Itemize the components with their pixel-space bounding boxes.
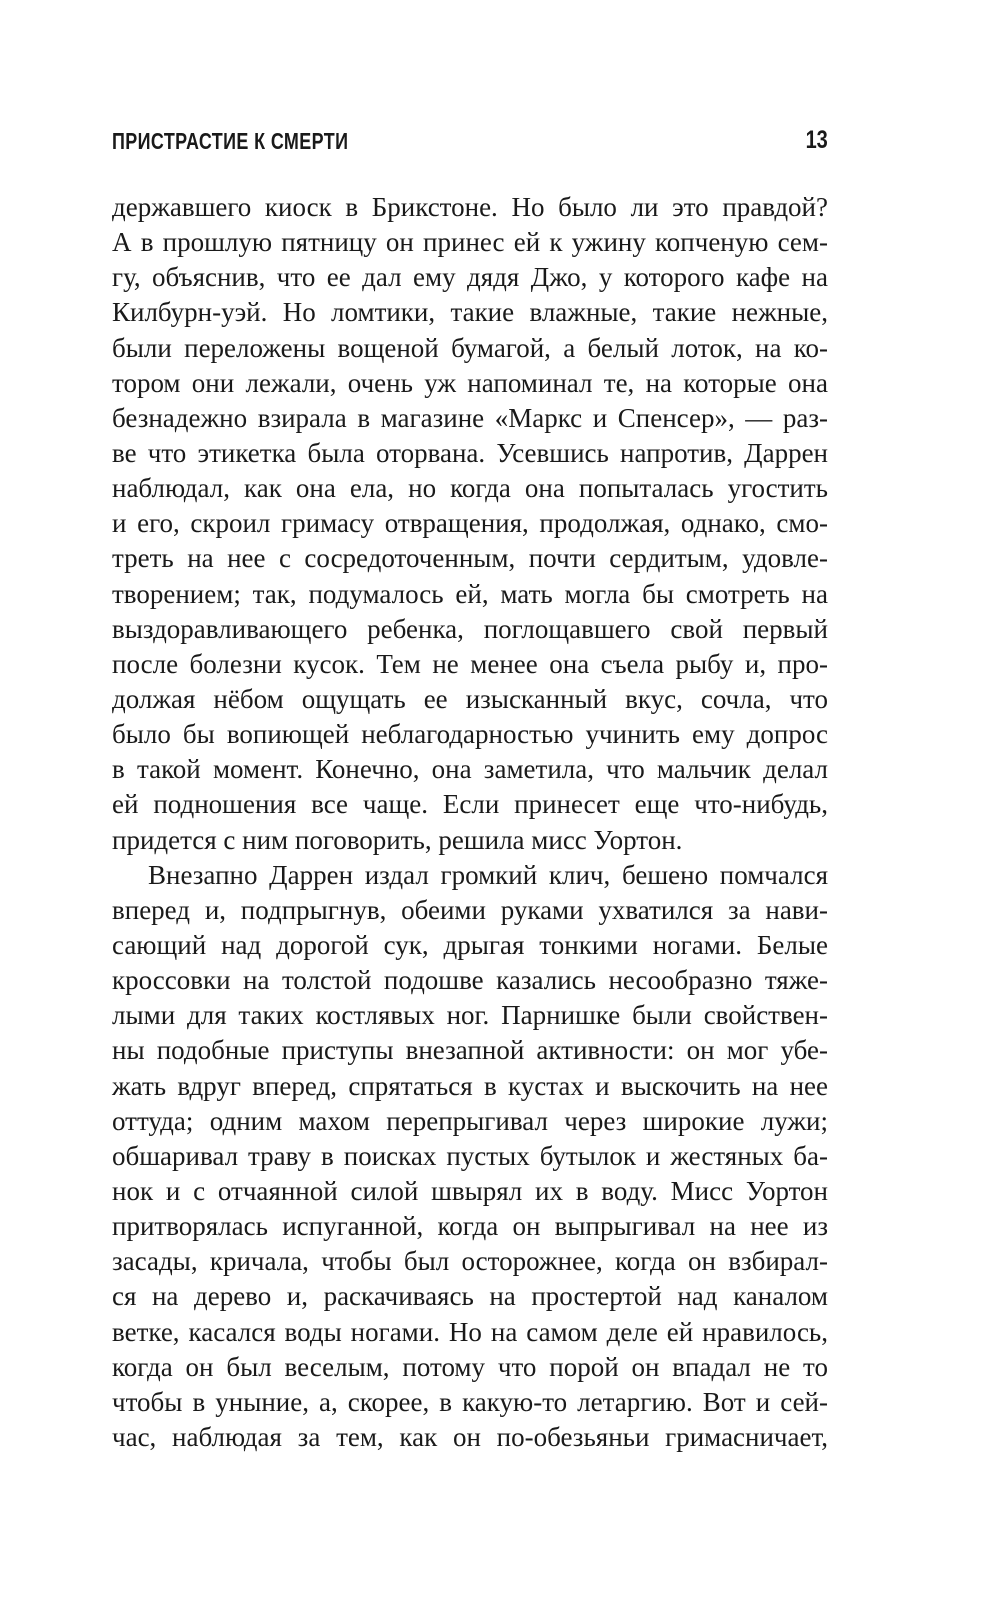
text-line: безнадежно взирала в магазине «Маркс и Спенсер», — раз-	[112, 402, 828, 433]
text-line: должая нёбом ощущать ее изысканный вкус, сочла, что	[112, 683, 828, 714]
text-line: и его, скроил гримасу отвращения, продолжая, однако, смо-	[112, 508, 828, 539]
body-text	[112, 190, 828, 1455]
text-line: лыми для таких костлявых ног. Парнишке были свойствен-	[112, 1000, 828, 1031]
running-header	[112, 124, 828, 158]
text-line: оттуда; одним махом перепрыгивал через широкие лужи;	[112, 1105, 828, 1136]
text-line: державшего киоск в Брикстоне. Но было ли это правдой?	[112, 192, 828, 222]
text-line: засады, кричала, чтобы был осторожнее, когда он взбирал-	[112, 1246, 828, 1277]
text-line: вперед и, подпрыгнув, обеими руками ухватился за нави-	[112, 894, 828, 925]
page-number: 13	[805, 126, 828, 154]
text-line: когда он был веселым, потому что порой он впадал не то	[112, 1351, 828, 1382]
text-line: чтобы в уныние, а, скорее, в какую-то летаргию. Вот и сей-	[112, 1386, 828, 1417]
text-line: час, наблюдая за тем, как он по-обезьяньи гримасничает,	[112, 1421, 828, 1452]
text-line: жать вдруг вперед, спрятаться в кустах и выскочить на нее	[112, 1070, 828, 1101]
text-line: было бы вопиющей неблагодарностью учинить ему допрос	[112, 719, 828, 750]
text-line: кроссовки на толстой подошве казались несообразно тяже-	[112, 965, 828, 996]
text-line: наблюдал, как она ела, но когда она попыталась угостить	[112, 473, 828, 504]
text-line: ся на дерево и, раскачиваясь на простертой над каналом	[112, 1281, 828, 1312]
text-line: притворялась испуганной, когда он выпрыгивал на нее из	[112, 1211, 828, 1242]
text-line: выздоравливающего ребенка, поглощавшего свой первый	[112, 613, 828, 644]
text-line: А в прошлую пятницу он принес ей к ужину копченую сем-	[112, 227, 828, 258]
text-line: ей подношения все чаще. Если принесет еще что-нибудь,	[112, 789, 828, 820]
text-line: в такой момент. Конечно, она заметила, что мальчик делал	[112, 754, 828, 785]
text-line: ны подобные приступы внезапной активности: он мог убе-	[112, 1035, 828, 1066]
text-line: треть на нее с сосредоточенным, почти сердитым, удовле-	[112, 543, 828, 574]
text-line: Внезапно Даррен издал громкий клич, бешено помчался	[148, 859, 828, 890]
text-line: после болезни кусок. Тем не менее она съела рыбу и, про-	[112, 648, 828, 679]
text-line: нок и с отчаянной силой швырял их в воду. Мисс Уортон	[112, 1175, 828, 1206]
text-line: придется с ним поговорить, решила мисс Уортон.	[112, 824, 683, 855]
text-line: были переложены вощеной бумагой, а белый лоток, на ко-	[112, 332, 828, 363]
text-line: ве что этикетка была оторвана. Усевшись напротив, Даррен	[112, 437, 828, 468]
text-line: обшаривал траву в поисках пустых бутылок и жестяных ба-	[112, 1140, 828, 1171]
text-line: гу, объяснив, что ее дал ему дядя Джо, у которого кафе на	[112, 262, 828, 293]
text-line: тором они лежали, очень уж напоминал те, на которые она	[112, 367, 828, 398]
text-line: Килбурн-уэй. Но ломтики, такие влажные, такие нежные,	[112, 297, 828, 328]
text-line: ветке, касался воды ногами. Но на самом деле ей нравилось,	[112, 1316, 828, 1347]
text-line: сающий над дорогой сук, дрыгая тонкими ногами. Белые	[112, 929, 828, 960]
running-title: ПРИСТРАСТИЕ К СМЕРТИ	[112, 128, 349, 154]
text-line: творением; так, подумалось ей, мать могла бы смотреть на	[112, 578, 828, 609]
